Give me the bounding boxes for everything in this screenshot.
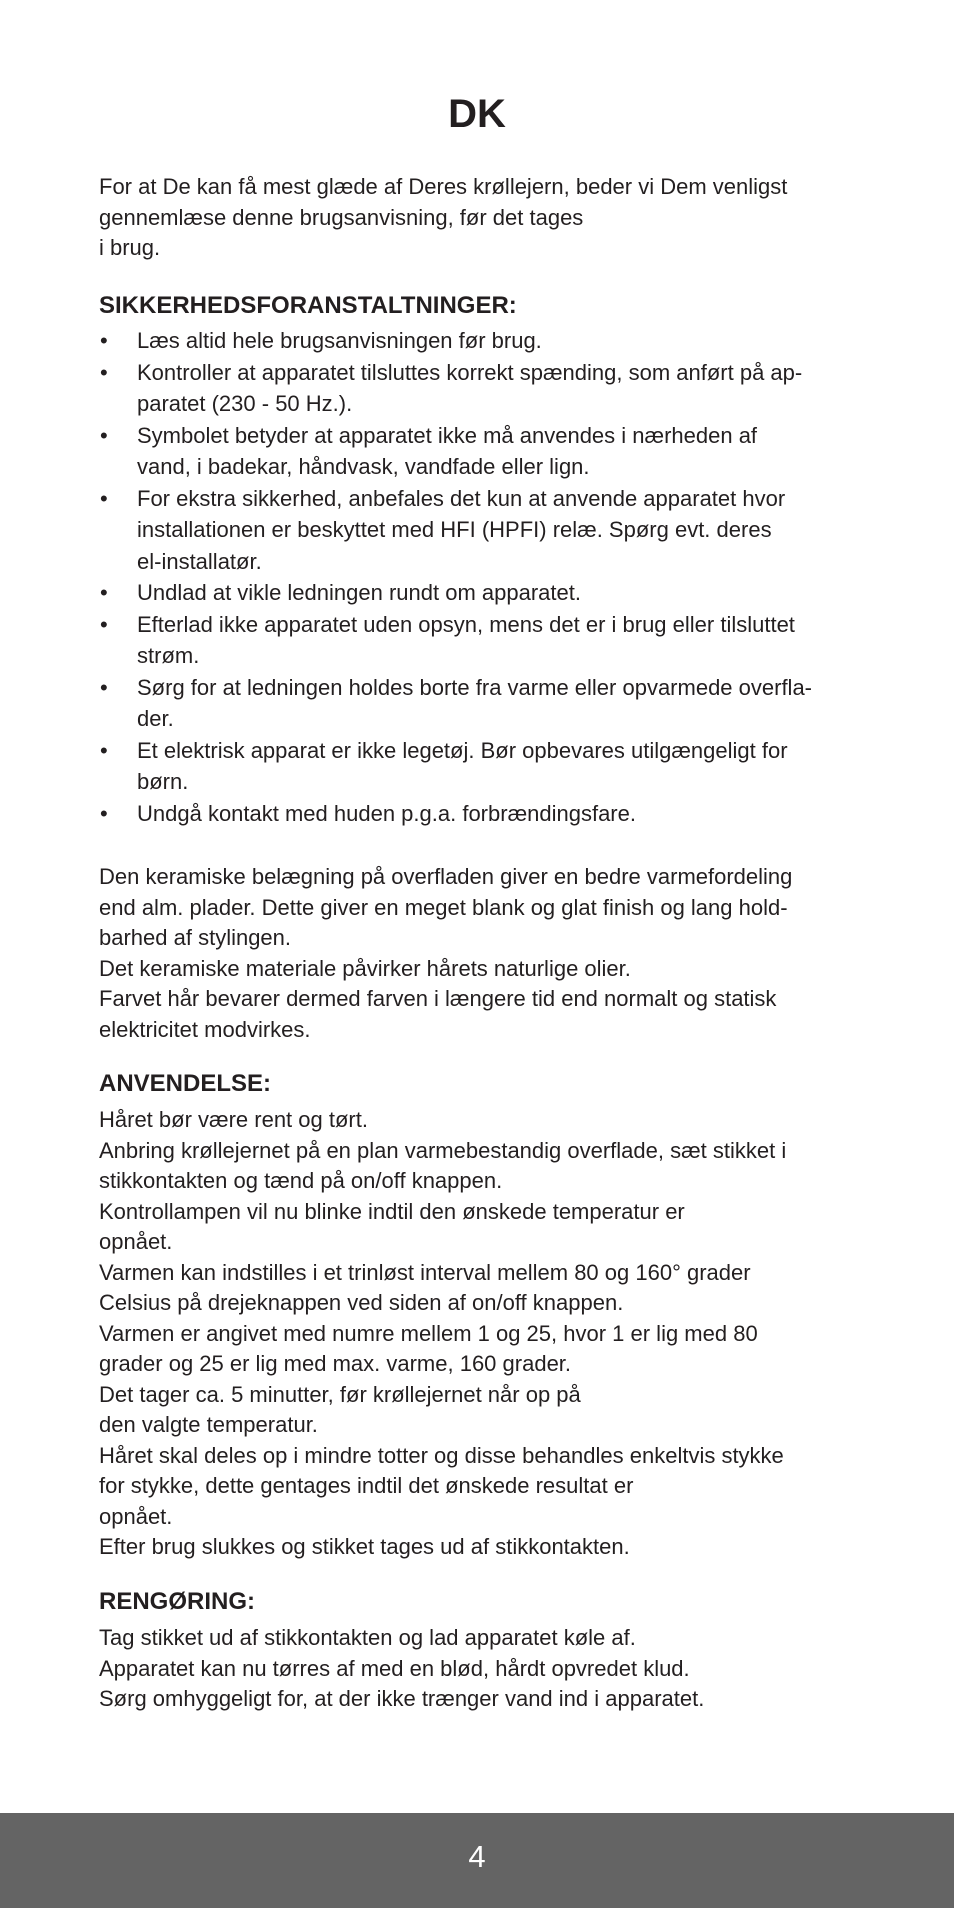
cleaning-paragraph (99, 1623, 859, 1715)
bullet-icon: • (100, 800, 108, 826)
cleaning-line: Tag stikket ud af stikkontakten og lad apparatet køle af. (99, 1625, 636, 1650)
usage-line: Varmen er angivet med numre mellem 1 og 25, hvor 1 er lig med 80 (99, 1320, 758, 1346)
safety-item (99, 483, 859, 578)
bullet-icon: • (100, 737, 108, 763)
ceramic-paragraph (99, 862, 859, 1045)
safety-item-line: Undlad at vikle ledningen rundt om apparatet. (137, 580, 581, 605)
usage-line: Håret skal deles op i mindre totter og disse behandles enkeltvis stykke (99, 1442, 784, 1468)
cleaning-heading: RENGØRING: (99, 1588, 255, 1615)
safety-item (99, 577, 859, 609)
safety-item-line: Undgå kontakt med huden p.g.a. forbrændingsfare. (137, 800, 636, 826)
bullet-icon: • (100, 674, 108, 700)
intro-line: i brug. (99, 235, 161, 260)
bullet-icon: • (100, 359, 108, 385)
bullet-icon: • (100, 328, 108, 353)
ceramic-line: Farvet hår bevarer dermed farven i længere tid end normalt og statisk (99, 986, 777, 1011)
safety-item (99, 609, 859, 672)
usage-line: Håret bør være rent og tørt. (99, 1107, 368, 1132)
usage-line: grader og 25 er lig med max. varme, 160 grader. (99, 1351, 572, 1376)
usage-line: Anbring krøllejernet på en plan varmebestandig overflade, sæt stikket i (99, 1137, 787, 1163)
usage-line: Varmen kan indstilles i et trinløst interval mellem 80 og 160° grader (99, 1259, 751, 1285)
usage-line: Celsius på drejeknappen ved siden af on/off knappen. (99, 1290, 624, 1315)
safety-item-line: el-installatør. (137, 548, 262, 574)
safety-item-line: der. (137, 706, 174, 731)
usage-line: stikkontakten og tænd på on/off knappen. (99, 1168, 503, 1193)
intro-line: For at De kan få mest glæde af Deres krøllejern, beder vi Dem venligst (99, 174, 788, 199)
safety-item (99, 420, 859, 483)
ceramic-line: elektricitet modvirkes. (99, 1016, 311, 1042)
safety-item-line: Efterlad ikke apparatet uden opsyn, mens det er i brug eller tilsluttet (137, 611, 795, 637)
usage-line: den valgte temperatur. (99, 1412, 318, 1437)
safety-item-line: paratet (230 - 50 Hz.). (137, 391, 353, 416)
safety-item-line: Et elektrisk apparat er ikke legetøj. Bør opbevares utilgængeligt for (137, 737, 788, 763)
safety-item-line: installationen er beskyttet med HFI (HPFI) relæ. Spørg evt. deres (137, 517, 772, 542)
safety-item (99, 735, 859, 798)
safety-item-line: børn. (137, 769, 189, 794)
intro-paragraph (99, 172, 859, 264)
usage-line: Kontrollampen vil nu blinke indtil den ønskede temperatur er (99, 1198, 685, 1224)
intro-line: gennemlæse denne brugsanvisning, før det tages (99, 204, 584, 230)
safety-item-line: Sørg for at ledningen holdes borte fra varme eller opvarmede overfla- (137, 674, 813, 700)
ceramic-line: barhed af stylingen. (99, 925, 292, 950)
usage-heading: ANVENDELSE: (99, 1070, 272, 1097)
safety-list (99, 325, 859, 829)
cleaning-line: Apparatet kan nu tørres af med en blød, hårdt opvredet klud. (99, 1655, 690, 1681)
safety-item (99, 357, 859, 420)
page-number: 4 (468, 1839, 486, 1874)
safety-item-line: Kontroller at apparatet tilsluttes korrekt spænding, som anført på ap- (137, 359, 803, 385)
page-footer (0, 1813, 954, 1908)
safety-item-line: vand, i badekar, håndvask, vandfade eller lign. (137, 454, 590, 479)
usage-line: Det tager ca. 5 minutter, før krøllejernet når op på (99, 1381, 581, 1407)
ceramic-line: Den keramiske belægning på overfladen giver en bedre varmefordeling (99, 864, 793, 889)
bullet-icon: • (100, 485, 108, 511)
safety-item (99, 325, 859, 357)
ceramic-line: Det keramiske materiale påvirker hårets naturlige olier. (99, 955, 631, 981)
page-title: DK (448, 92, 506, 136)
bullet-icon: • (100, 580, 108, 605)
safety-item-line: Symbolet betyder at apparatet ikke må anvendes i nærheden af (137, 422, 758, 448)
bullet-icon: • (100, 611, 108, 637)
usage-line: Efter brug slukkes og stikket tages ud af stikkontakten. (99, 1534, 630, 1559)
ceramic-line: end alm. plader. Dette giver en meget blank og glat finish og lang hold- (99, 894, 788, 920)
safety-item-line: Læs altid hele brugsanvisningen før brug. (137, 328, 542, 353)
usage-paragraph (99, 1105, 859, 1563)
safety-item-line: strøm. (137, 643, 200, 668)
usage-line: opnået. (99, 1503, 173, 1529)
cleaning-line: Sørg omhyggeligt for, at der ikke trænger vand ind i apparatet. (99, 1686, 705, 1711)
safety-item (99, 798, 859, 830)
bullet-icon: • (100, 422, 108, 448)
safety-item-line: For ekstra sikkerhed, anbefales det kun at anvende apparatet hvor (137, 485, 786, 511)
usage-line: for stykke, dette gentages indtil det ønskede resultat er (99, 1473, 634, 1498)
usage-line: opnået. (99, 1229, 173, 1254)
safety-item (99, 672, 859, 735)
safety-heading: SIKKERHEDSFORANSTALTNINGER: (99, 292, 517, 319)
